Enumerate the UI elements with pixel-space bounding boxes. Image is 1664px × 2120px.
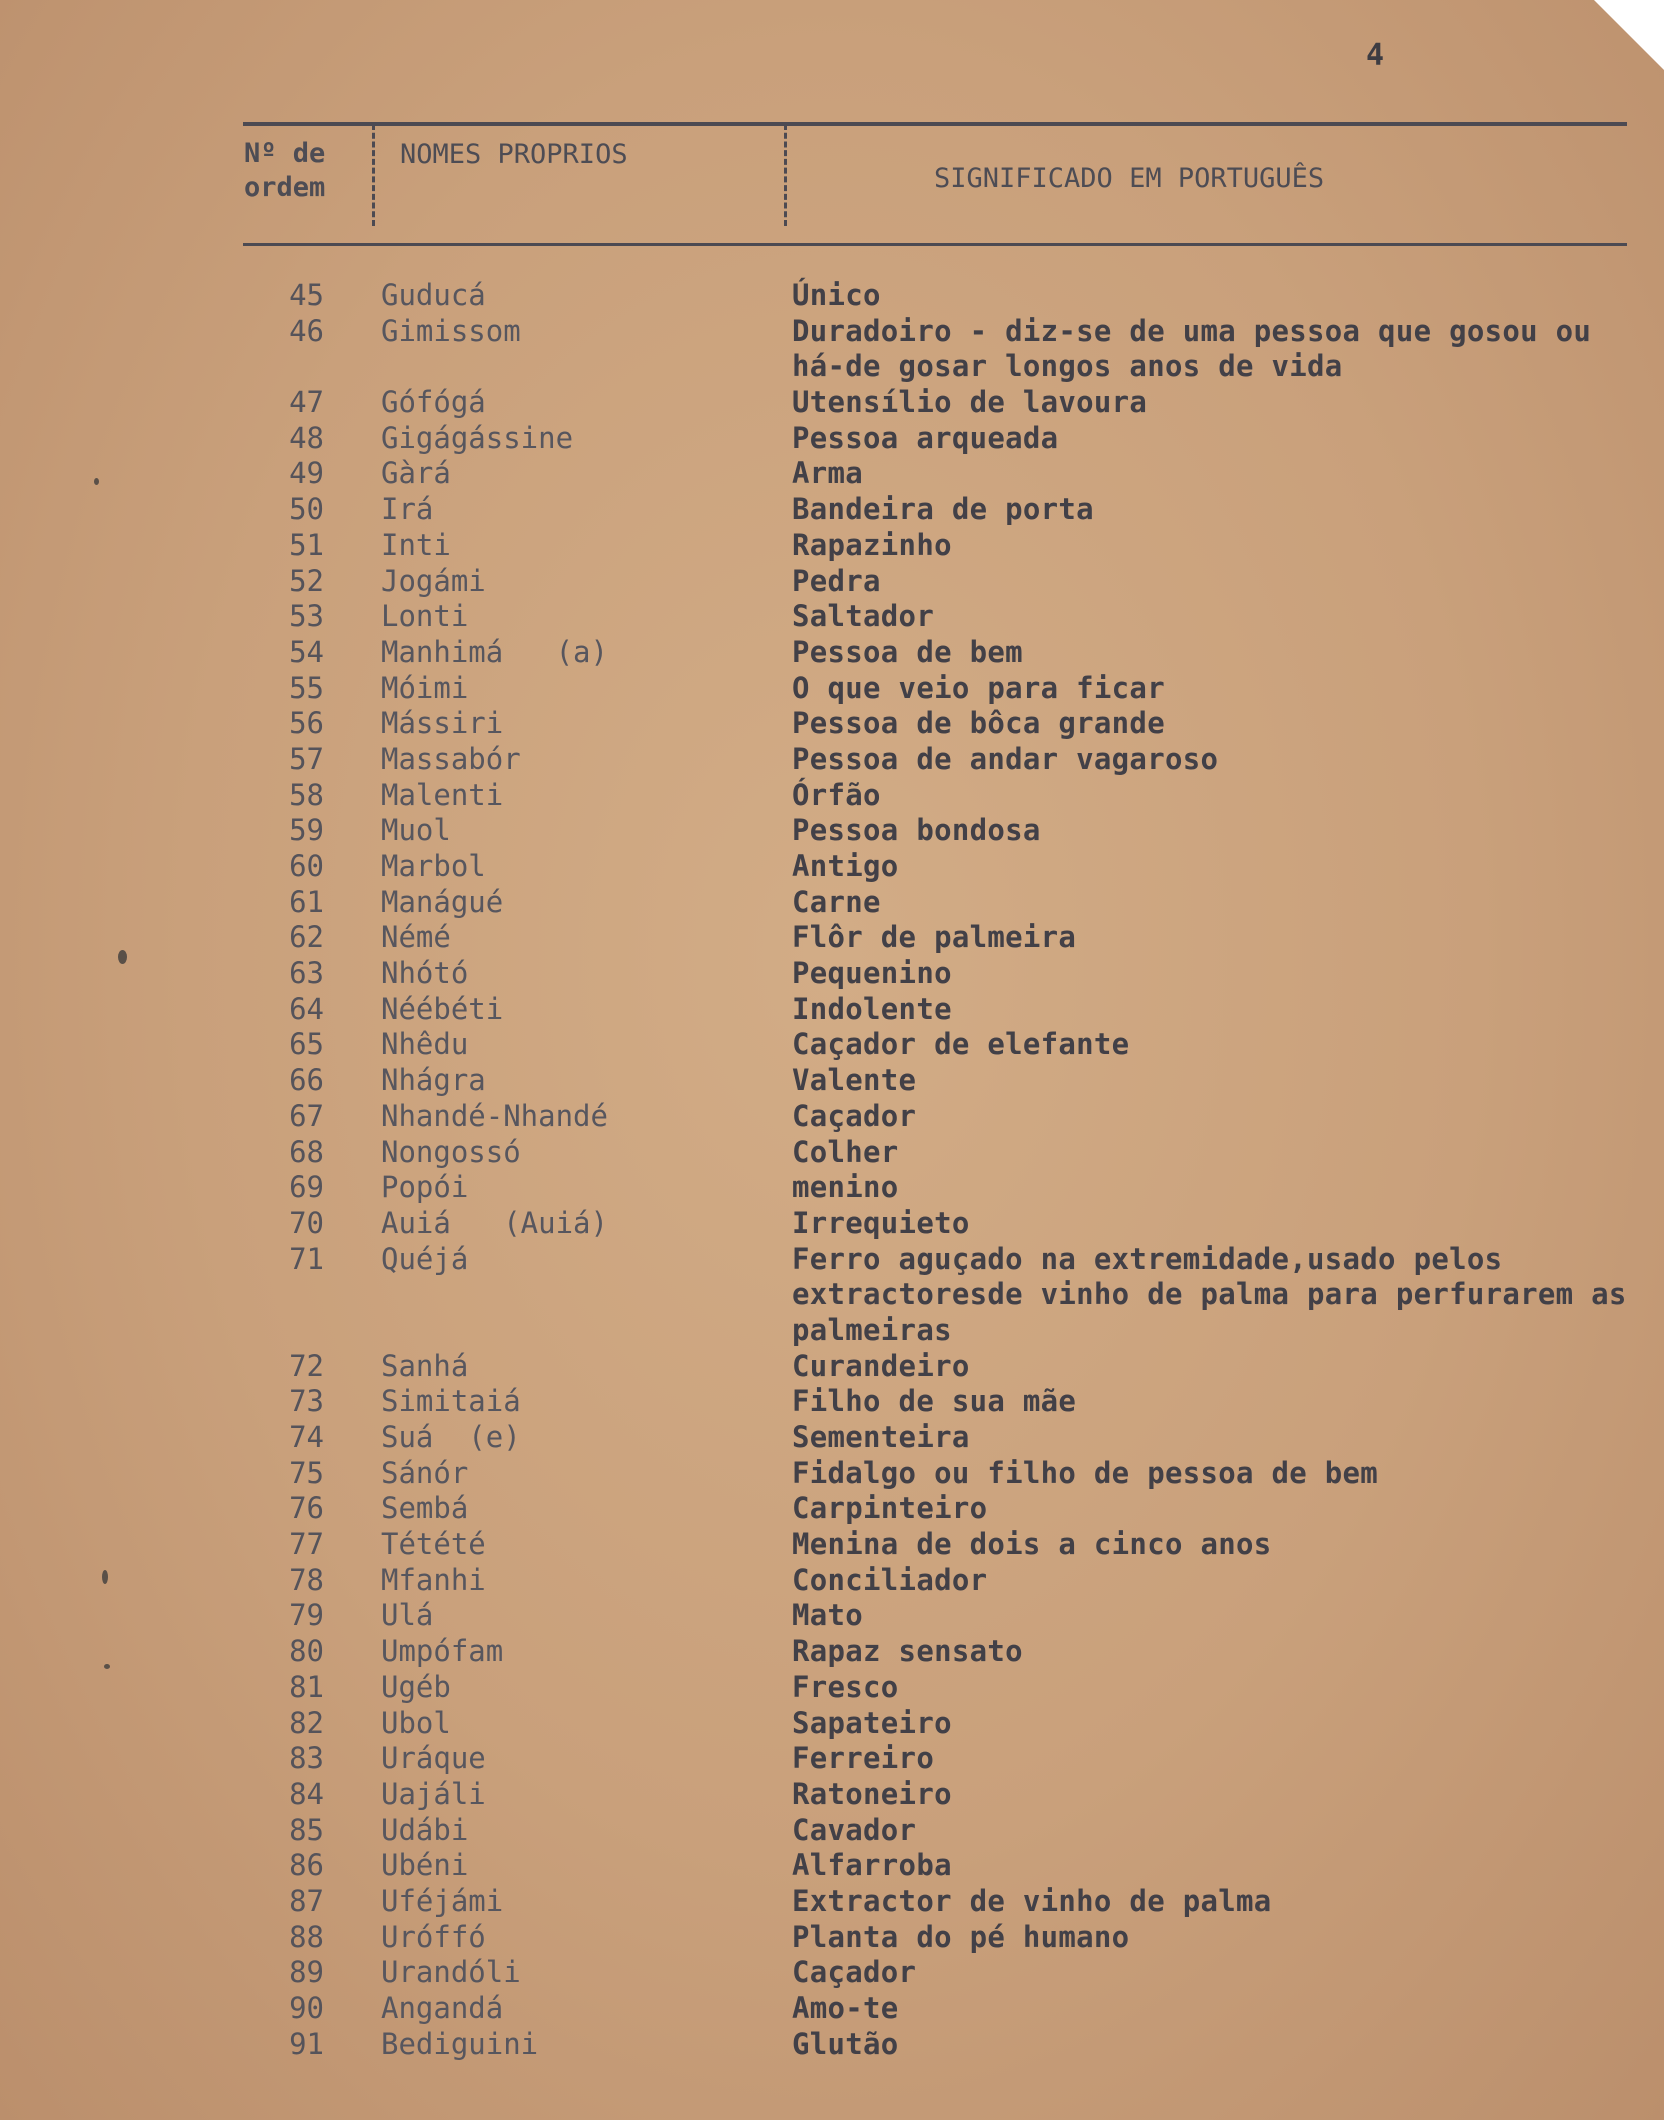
row-number: 84 xyxy=(289,1776,324,1811)
meaning-portuguese: Amo-te xyxy=(792,1991,899,2026)
meaning-portuguese: Ratoneiro xyxy=(792,1776,952,1811)
proper-name: Nhótó xyxy=(381,956,469,991)
proper-name: Uajáli xyxy=(381,1776,486,1811)
row-number: 69 xyxy=(289,1170,324,1205)
table-row xyxy=(0,1384,1664,1420)
proper-name: Malenti xyxy=(381,777,504,812)
proper-name: Uféjámi xyxy=(381,1883,504,1918)
meaning-portuguese: Pessoa bondosa xyxy=(792,813,1041,848)
row-number: 86 xyxy=(289,1848,324,1883)
proper-name: Uróffó xyxy=(381,1919,486,1954)
meaning-portuguese: O que veio para ficar xyxy=(792,670,1165,705)
row-number: 49 xyxy=(289,456,324,491)
table-row xyxy=(0,1884,1664,1920)
meaning-portuguese: Valente xyxy=(792,1063,917,1098)
row-number: 65 xyxy=(289,1027,324,1062)
proper-name: Tétété xyxy=(381,1527,486,1562)
row-number: 85 xyxy=(289,1812,324,1847)
row-number: 89 xyxy=(289,1955,324,1990)
proper-name: Némé xyxy=(381,920,451,955)
table-row xyxy=(0,1456,1664,1492)
row-number: 79 xyxy=(289,1598,324,1633)
table-row xyxy=(0,1242,1664,1349)
meaning-portuguese: Utensílio de lavoura xyxy=(792,385,1148,420)
meaning-portuguese: Caçador xyxy=(792,1955,917,1990)
meaning-portuguese: Caçador xyxy=(792,1098,917,1133)
proper-name: Mássiri xyxy=(381,706,504,741)
table-row xyxy=(0,492,1664,528)
paper-speck xyxy=(94,478,99,485)
meaning-portuguese: Alfarroba xyxy=(792,1848,952,1883)
row-number: 60 xyxy=(289,849,324,884)
table-row xyxy=(0,1170,1664,1206)
meaning-portuguese: menino xyxy=(792,1170,899,1205)
proper-name: Gigágássine xyxy=(381,420,574,455)
proper-name: Ulá xyxy=(381,1598,434,1633)
meaning-portuguese: Menina de dois a cinco anos xyxy=(792,1527,1272,1562)
table-row xyxy=(0,1135,1664,1171)
meaning-portuguese: Carne xyxy=(792,884,881,919)
table-row xyxy=(0,1670,1664,1706)
meaning-portuguese: Pedra xyxy=(792,563,881,598)
row-number: 70 xyxy=(289,1205,324,1240)
table-row xyxy=(0,1848,1664,1884)
table-row xyxy=(0,564,1664,600)
table-row xyxy=(0,528,1664,564)
table-row xyxy=(0,278,1664,314)
meaning-portuguese: Colher xyxy=(792,1134,899,1169)
proper-name: Gimissom xyxy=(381,313,521,348)
proper-name: Néébéti xyxy=(381,991,504,1026)
row-number: 64 xyxy=(289,991,324,1026)
table-row xyxy=(0,885,1664,921)
proper-name: Bediguini xyxy=(381,2026,539,2061)
proper-name: Jogámi xyxy=(381,563,486,598)
proper-name: Sánór xyxy=(381,1455,469,1490)
table-row xyxy=(0,1955,1664,1991)
proper-name: Guducá xyxy=(381,278,486,312)
table-row xyxy=(0,706,1664,742)
proper-name: Udábi xyxy=(381,1812,469,1847)
table-row xyxy=(0,1741,1664,1777)
proper-name: Uráque xyxy=(381,1741,486,1776)
row-number: 51 xyxy=(289,527,324,562)
proper-name: Muol xyxy=(381,813,451,848)
header-ordem xyxy=(244,137,325,205)
proper-name: Suá (e) xyxy=(381,1420,521,1455)
proper-name: Inti xyxy=(381,527,451,562)
table-row xyxy=(0,1206,1664,1242)
row-number: 68 xyxy=(289,1134,324,1169)
table-row xyxy=(0,671,1664,707)
proper-name: Umpófam xyxy=(381,1634,504,1669)
table-row xyxy=(0,385,1664,421)
paper-speck xyxy=(104,1664,110,1669)
proper-name: Ugéb xyxy=(381,1669,451,1704)
table-row xyxy=(0,456,1664,492)
proper-name: Manhimá (a) xyxy=(381,634,608,669)
proper-name: Quéjá xyxy=(381,1241,469,1276)
meaning-portuguese: Bandeira de porta xyxy=(792,492,1094,527)
proper-name: Urandóli xyxy=(381,1955,521,1990)
proper-name: Manágué xyxy=(381,884,504,919)
table-row xyxy=(0,742,1664,778)
paper-speck xyxy=(118,950,127,964)
header-nomes-proprios: NOMES PROPRIOS xyxy=(400,139,628,170)
table-row xyxy=(0,992,1664,1028)
row-number: 74 xyxy=(289,1420,324,1455)
header-ordem-line-2: ordem xyxy=(244,172,326,203)
table-row xyxy=(0,1099,1664,1135)
proper-name: Gófógá xyxy=(381,385,486,420)
row-number: 57 xyxy=(289,741,324,776)
row-number: 54 xyxy=(289,634,324,669)
row-number: 83 xyxy=(289,1741,324,1776)
proper-name: Simitaiá xyxy=(381,1384,521,1419)
meaning-portuguese: Conciliador xyxy=(792,1562,988,1597)
row-number: 90 xyxy=(289,1991,324,2026)
row-number: 62 xyxy=(289,920,324,955)
row-number: 46 xyxy=(289,313,324,348)
meaning-portuguese: Irrequieto xyxy=(792,1205,970,1240)
table-row xyxy=(0,1991,1664,2027)
row-number: 48 xyxy=(289,420,324,455)
meaning-portuguese: Pessoa arqueada xyxy=(792,420,1059,455)
row-number: 75 xyxy=(289,1455,324,1490)
meaning-portuguese: Antigo xyxy=(792,849,899,884)
table-top-rule xyxy=(243,122,1627,126)
table-row xyxy=(0,1598,1664,1634)
proper-name: Lonti xyxy=(381,599,469,634)
meaning-portuguese: Indolente xyxy=(792,991,952,1026)
row-number: 72 xyxy=(289,1348,324,1383)
meaning-portuguese: Fresco xyxy=(792,1669,899,1704)
meaning-portuguese: Rapazinho xyxy=(792,527,952,562)
row-number: 63 xyxy=(289,956,324,991)
table-row xyxy=(0,599,1664,635)
meaning-portuguese: Extractor de vinho de palma xyxy=(792,1883,1272,1918)
table-row xyxy=(0,421,1664,457)
proper-name: Gàrá xyxy=(381,456,451,491)
proper-name: Nongossó xyxy=(381,1134,521,1169)
meaning-portuguese: Pequenino xyxy=(792,956,952,991)
row-number: 91 xyxy=(289,2026,324,2061)
meaning-portuguese: Glutão xyxy=(792,2026,899,2061)
name-table-body xyxy=(0,278,1664,2062)
row-number: 71 xyxy=(289,1241,324,1276)
row-number: 55 xyxy=(289,670,324,705)
row-number: 59 xyxy=(289,813,324,848)
table-row xyxy=(0,1777,1664,1813)
page-number: 4 xyxy=(1366,38,1385,73)
header-ordem-line-1: Nº de xyxy=(244,138,326,169)
meaning-portuguese: Fidalgo ou filho de pessoa de bem xyxy=(792,1455,1379,1490)
meaning-portuguese: Carpinteiro xyxy=(792,1491,988,1526)
meaning-portuguese: Pessoa de andar vagaroso xyxy=(792,741,1219,776)
meaning-portuguese: Ferreiro xyxy=(792,1741,935,1776)
table-row xyxy=(0,1491,1664,1527)
proper-name: Massabór xyxy=(381,741,521,776)
table-row xyxy=(0,1027,1664,1063)
proper-name: Marbol xyxy=(381,849,486,884)
proper-name: Mfanhi xyxy=(381,1562,486,1597)
proper-name: Ubéni xyxy=(381,1848,469,1883)
meaning-portuguese: Cavador xyxy=(792,1812,917,1847)
proper-name: Sanhá xyxy=(381,1348,469,1383)
meaning-portuguese: Arma xyxy=(792,456,864,491)
paper-speck xyxy=(102,1570,108,1584)
row-number: 56 xyxy=(289,706,324,741)
row-number: 82 xyxy=(289,1705,324,1740)
meaning-portuguese: Órfão xyxy=(792,777,881,812)
column-separator xyxy=(372,124,375,226)
row-number: 67 xyxy=(289,1098,324,1133)
row-number: 58 xyxy=(289,777,324,812)
row-number: 53 xyxy=(289,599,324,634)
meaning-portuguese: Pessoa de bem xyxy=(792,634,1023,669)
meaning-portuguese: Planta do pé humano xyxy=(792,1919,1130,1954)
meaning-portuguese: Flôr de palmeira xyxy=(792,920,1077,955)
column-separator xyxy=(784,124,787,226)
row-number: 45 xyxy=(289,278,324,312)
proper-name: Ubol xyxy=(381,1705,451,1740)
proper-name: Nhandé-Nhandé xyxy=(381,1098,608,1133)
meaning-portuguese: Sapateiro xyxy=(792,1705,952,1740)
table-header-rule xyxy=(243,243,1627,246)
table-row xyxy=(0,1420,1664,1456)
meaning-portuguese: Filho de sua mãe xyxy=(792,1384,1077,1419)
table-row xyxy=(0,635,1664,671)
table-row xyxy=(0,1349,1664,1385)
row-number: 88 xyxy=(289,1919,324,1954)
table-row xyxy=(0,813,1664,849)
row-number: 80 xyxy=(289,1634,324,1669)
table-row xyxy=(0,1563,1664,1599)
row-number: 87 xyxy=(289,1883,324,1918)
proper-name: Angandá xyxy=(381,1991,504,2026)
table-row xyxy=(0,956,1664,992)
table-row xyxy=(0,1706,1664,1742)
proper-name: Móimi xyxy=(381,670,469,705)
table-row xyxy=(0,1920,1664,1956)
meaning-portuguese: Único xyxy=(792,278,881,312)
table-row xyxy=(0,2027,1664,2063)
meaning-portuguese: Sementeira xyxy=(792,1420,970,1455)
table-row xyxy=(0,849,1664,885)
row-number: 78 xyxy=(289,1562,324,1597)
table-row xyxy=(0,1634,1664,1670)
meaning-portuguese: Saltador xyxy=(792,599,935,634)
row-number: 76 xyxy=(289,1491,324,1526)
header-significado: SIGNIFICADO EM PORTUGUÊS xyxy=(934,163,1325,194)
meaning-portuguese: Pessoa de bôca grande xyxy=(792,706,1165,741)
row-number: 73 xyxy=(289,1384,324,1419)
row-number: 50 xyxy=(289,492,324,527)
page-corner-fold xyxy=(1594,0,1664,70)
meaning-portuguese: Rapaz sensato xyxy=(792,1634,1023,1669)
meaning-portuguese: Caçador de elefante xyxy=(792,1027,1130,1062)
row-number: 81 xyxy=(289,1669,324,1704)
row-number: 77 xyxy=(289,1527,324,1562)
proper-name: Irá xyxy=(381,492,434,527)
meaning-portuguese: Mato xyxy=(792,1598,864,1633)
table-row xyxy=(0,1527,1664,1563)
row-number: 61 xyxy=(289,884,324,919)
table-row xyxy=(0,1063,1664,1099)
meaning-portuguese: Curandeiro xyxy=(792,1348,970,1383)
row-number: 66 xyxy=(289,1063,324,1098)
table-row xyxy=(0,314,1664,385)
proper-name: Popói xyxy=(381,1170,469,1205)
row-number: 52 xyxy=(289,563,324,598)
table-row xyxy=(0,1813,1664,1849)
row-number: 47 xyxy=(289,385,324,420)
proper-name: Nhêdu xyxy=(381,1027,469,1062)
meaning-portuguese: Duradoiro - diz-se de uma pessoa que gosou ou há-de gosar longos anos de vida xyxy=(792,313,1592,384)
table-row xyxy=(0,920,1664,956)
table-row xyxy=(0,778,1664,814)
proper-name: Sembá xyxy=(381,1491,469,1526)
proper-name: Auiá (Auiá) xyxy=(381,1205,608,1240)
meaning-portuguese: Ferro aguçado na extremidade,usado pelos extractoresde vinho de palma para perfurarem as palmeiras xyxy=(792,1241,1627,1347)
proper-name: Nhágra xyxy=(381,1063,486,1098)
